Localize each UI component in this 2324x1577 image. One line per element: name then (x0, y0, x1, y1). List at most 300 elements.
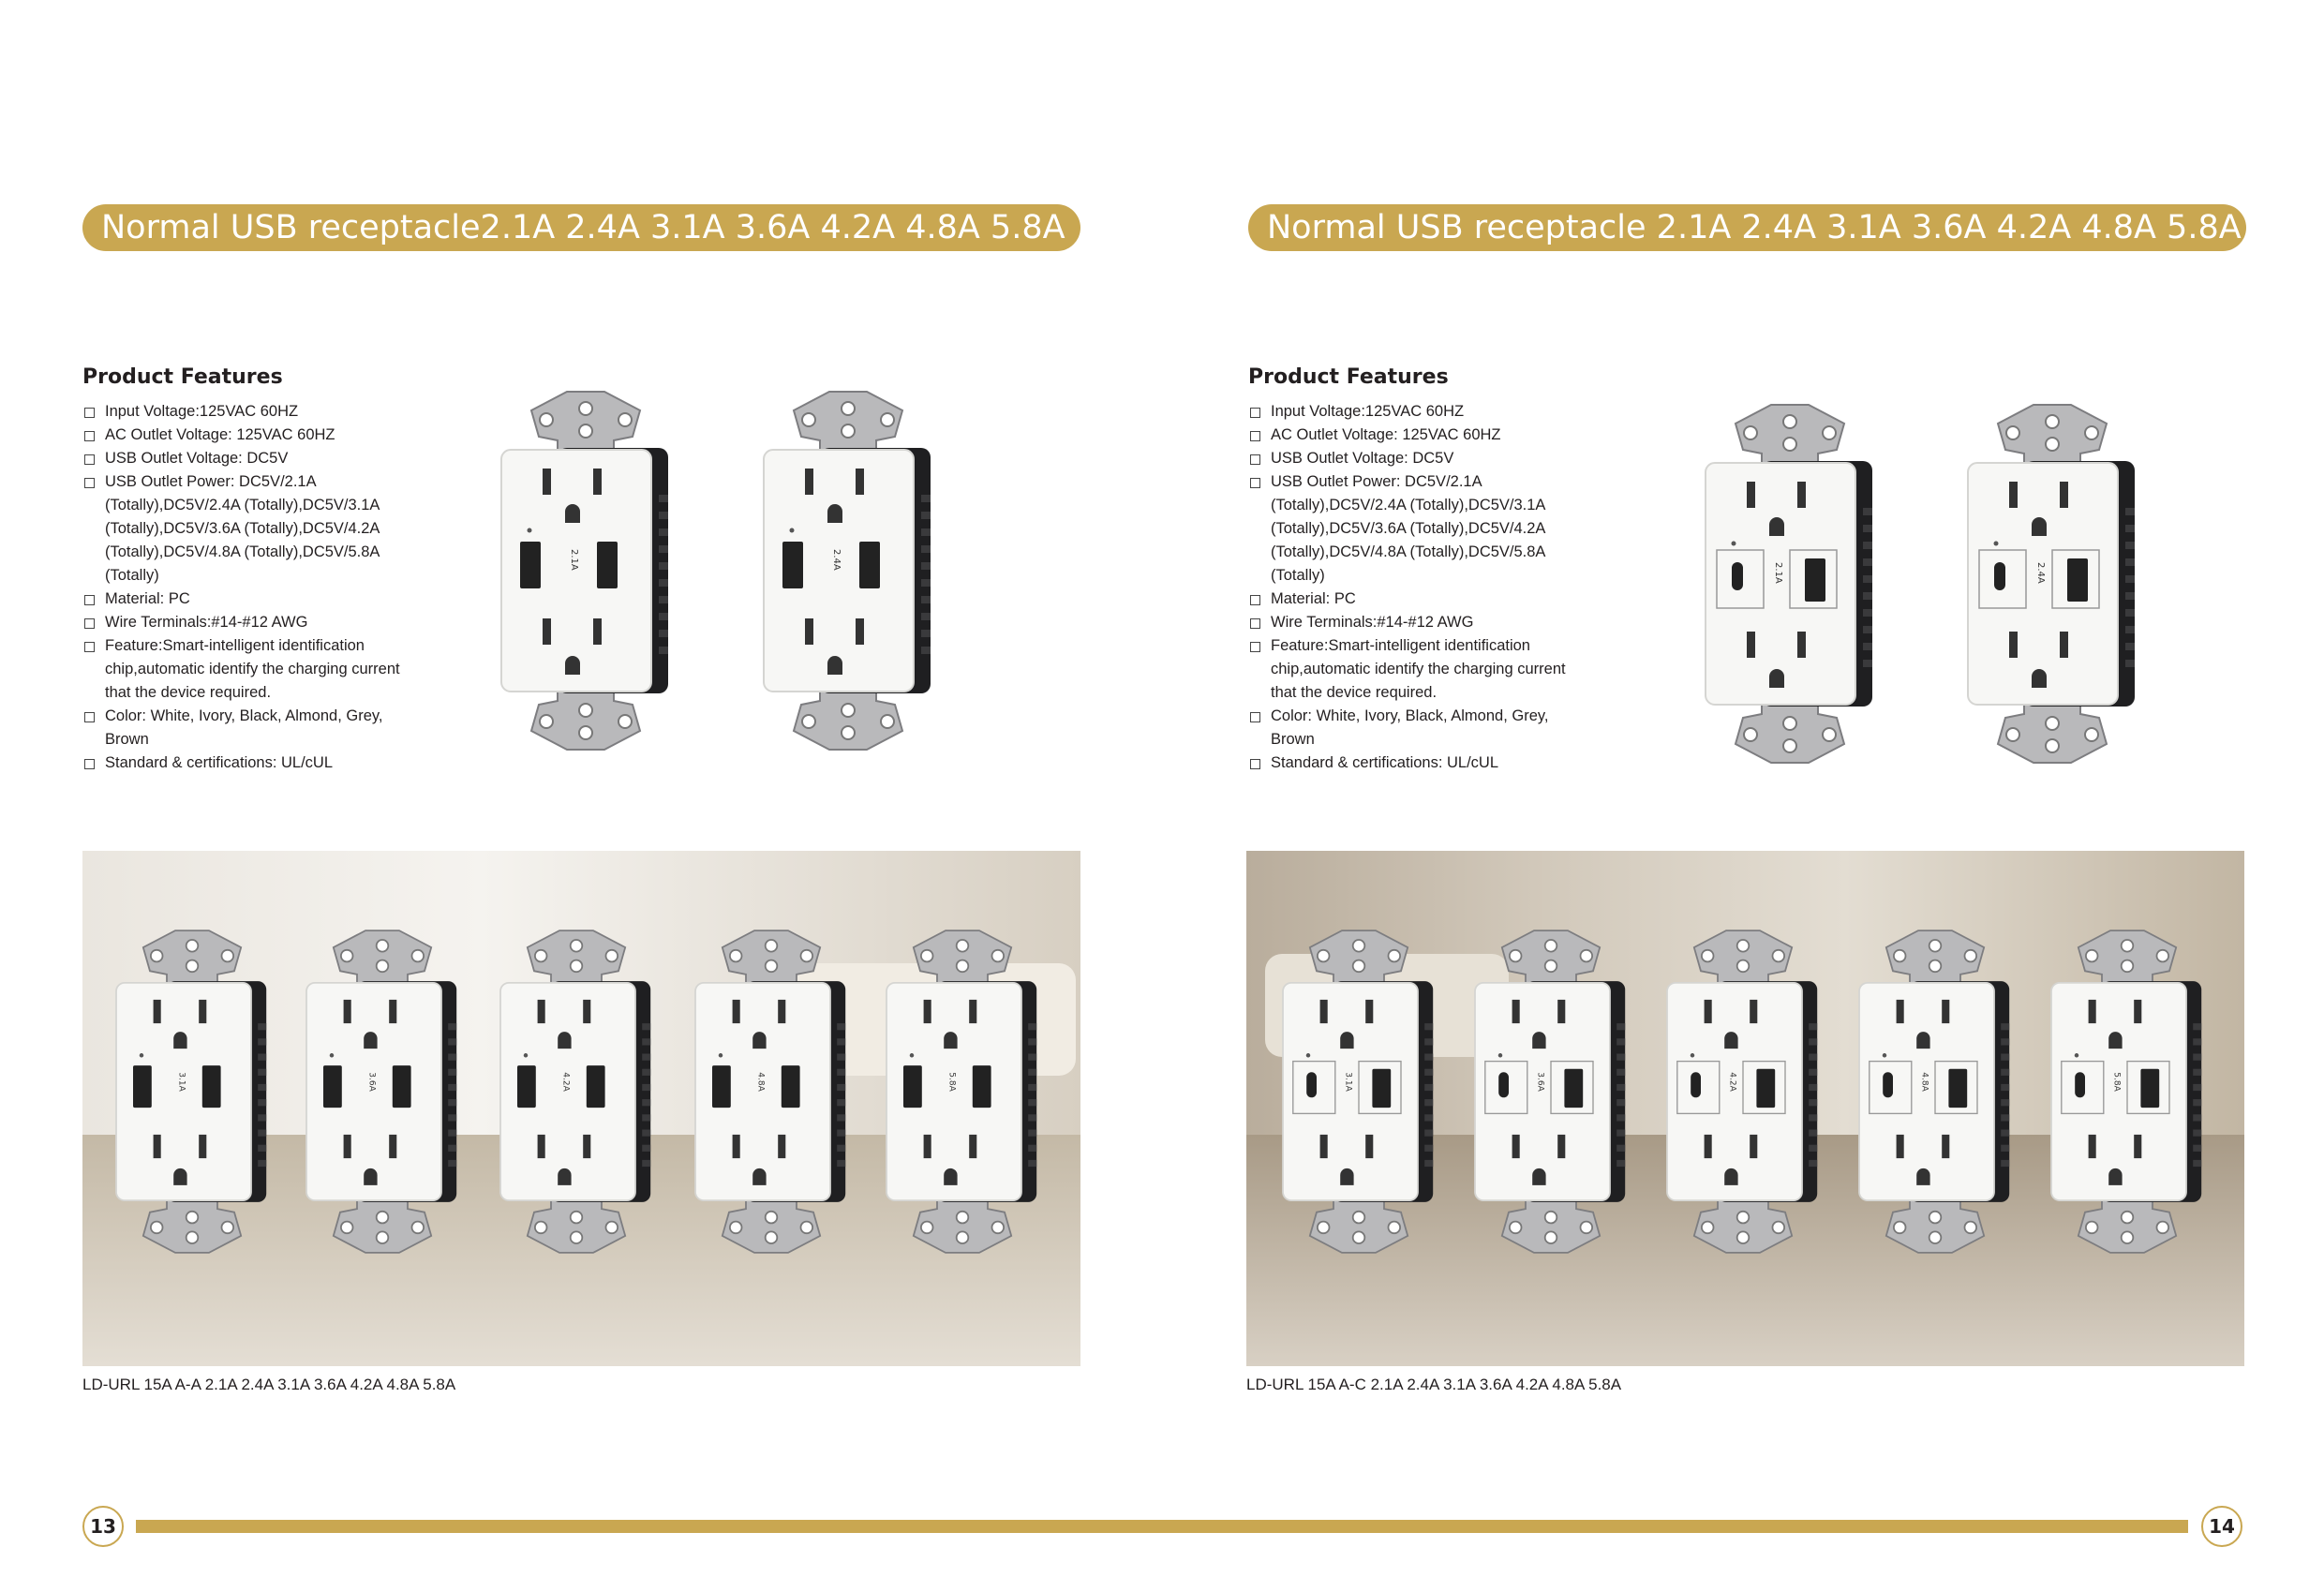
housing-fin (1863, 575, 1872, 583)
receptacle-face (2051, 983, 2186, 1200)
strap-hole (766, 1212, 778, 1224)
housing-fin (1028, 1069, 1036, 1076)
usb-a-port (859, 542, 880, 588)
strap-hole (341, 950, 353, 962)
strap-hole (1823, 728, 1836, 741)
outlet-slot (1705, 1135, 1712, 1158)
strap-hole (921, 950, 933, 962)
housing-fin (837, 1114, 845, 1121)
housing-fin (1863, 558, 1872, 566)
housing-fin (258, 1130, 266, 1137)
strap-hole (2122, 1212, 2134, 1224)
housing-fin (1028, 1054, 1036, 1061)
housing-fin (1424, 1099, 1433, 1106)
receptacle-face (1475, 983, 1610, 1200)
right-caption: LD-URL 15A A-C 2.1A 2.4A 3.1A 3.6A 4.2A 4.8A 5.8A (1246, 1376, 1622, 1393)
strap-hole (842, 402, 855, 415)
usb-a-port (393, 1065, 411, 1108)
ground-hole (1532, 1168, 1545, 1185)
strap-hole (957, 1231, 969, 1243)
housing-fin (921, 512, 931, 519)
housing-fin (659, 528, 668, 536)
strap-hole (412, 1222, 425, 1234)
housing-fin (1028, 1145, 1036, 1152)
photo-receptacle-typec-5-8a (2043, 930, 2212, 1253)
outlet-slot (199, 1135, 206, 1158)
usb-c-port (2075, 1072, 2085, 1097)
strap-hole (1353, 940, 1365, 952)
housing-fin (448, 1145, 456, 1152)
outlet-slot (778, 1135, 785, 1158)
strap-hole (921, 1222, 933, 1234)
housing-fin (1809, 1130, 1817, 1137)
strap-hole (1929, 960, 1942, 973)
strap-hole (842, 704, 855, 717)
housing-fin (1809, 1069, 1817, 1076)
strap-hole (1318, 950, 1330, 962)
housing-fin (921, 579, 931, 587)
top-mounting-strap (1310, 930, 1408, 983)
housing-fin (258, 1023, 266, 1030)
housing-fin (659, 562, 668, 570)
outlet-slot (1320, 1000, 1328, 1023)
outlet-slot (154, 1135, 161, 1158)
strap-hole (222, 1222, 234, 1234)
top-mounting-strap (2078, 930, 2176, 983)
housing-fin (2001, 1038, 2009, 1045)
housing-fin (2125, 643, 2135, 650)
housing-fin (2193, 1145, 2201, 1152)
housing-fin (1809, 1160, 1817, 1167)
strap-hole (1510, 950, 1522, 962)
top-mounting-strap (1736, 405, 1844, 463)
strap-hole (802, 715, 815, 728)
strap-hole (957, 1212, 969, 1224)
strap-hole (1773, 1222, 1785, 1234)
bottom-mounting-strap (143, 1200, 241, 1253)
feature-item: Wire Terminals:#14-#12 AWG (82, 611, 420, 634)
housing-fin (1424, 1145, 1433, 1152)
outlet-slot (1942, 1135, 1949, 1158)
strap-hole (1702, 1222, 1714, 1234)
housing-fin (2193, 1054, 2201, 1061)
ground-hole (827, 656, 842, 675)
housing-fin (1863, 592, 1872, 600)
housing-fin (1424, 1160, 1433, 1167)
indicator-dot (790, 528, 795, 533)
ground-hole (2032, 517, 2047, 536)
housing-fin (1616, 1145, 1625, 1152)
usb-c-port (1994, 562, 2005, 590)
outlet-slot (1365, 1135, 1373, 1158)
outlet-slot (1557, 1000, 1565, 1023)
housing-fin (2193, 1160, 2201, 1167)
housing-fin (2001, 1023, 2009, 1030)
top-mounting-strap (1998, 405, 2107, 463)
top-mounting-strap (1502, 930, 1600, 983)
receptacle-rating-label: 4.8A (755, 1072, 766, 1092)
outlet-slot (154, 1000, 161, 1023)
left-title-banner: Normal USB receptacle2.1A 2.4A 3.1A 3.6A 4.2A 4.8A 5.8A (82, 204, 1080, 251)
outlet-slot (543, 618, 551, 645)
strap-hole (2086, 1222, 2098, 1234)
outlet-slot (583, 1000, 590, 1023)
strap-hole (377, 1212, 389, 1224)
housing-fin (921, 630, 931, 637)
bottom-mounting-strap (1310, 1200, 1408, 1253)
housing-fin (837, 1069, 845, 1076)
receptacle-rating-label: 4.8A (1919, 1072, 1929, 1092)
housing-fin (642, 1054, 650, 1061)
housing-fin (1424, 1023, 1433, 1030)
outlet-slot (1942, 1000, 1949, 1023)
photo-receptacle-3-1a (108, 930, 276, 1253)
outlet-slot (2089, 1135, 2096, 1158)
strap-hole (1965, 1222, 1977, 1234)
housing-fin (2125, 542, 2135, 549)
housing-fin (1809, 1099, 1817, 1106)
outlet-slot (778, 1000, 785, 1023)
housing-fin (448, 1099, 456, 1106)
ground-hole (944, 1032, 957, 1049)
outlet-slot (2060, 632, 2068, 658)
housing-fin (1424, 1069, 1433, 1076)
indicator-dot (524, 1053, 529, 1058)
outlet-slot (1750, 1135, 1757, 1158)
housing-fin (642, 1099, 650, 1106)
strap-hole (1389, 1222, 1401, 1234)
usb-a-port (323, 1065, 342, 1108)
usb-a-port (1948, 1069, 1967, 1108)
ground-hole (1916, 1168, 1929, 1185)
housing-fin (1863, 660, 1872, 667)
strap-hole (881, 413, 894, 426)
usb-a-port (2140, 1069, 2159, 1108)
top-mounting-strap (528, 930, 625, 983)
receptacle-image-typec-2-4a (1959, 405, 2146, 763)
housing-fin (2001, 1054, 2009, 1061)
housing-fin (2193, 1069, 2201, 1076)
usb-a-port (133, 1065, 152, 1108)
strap-hole (1737, 1231, 1750, 1243)
housing-fin (1028, 1038, 1036, 1045)
housing-fin (921, 647, 931, 654)
strap-hole (2157, 1222, 2169, 1234)
feature-item: USB Outlet Voltage: DC5V (1248, 447, 1586, 470)
feature-item: Feature:Smart-intelligent identification chip,automatic identify the charging current that the device required. (1248, 634, 1586, 705)
housing-fin (1809, 1054, 1817, 1061)
outlet-slot (389, 1135, 396, 1158)
housing-fin (1424, 1054, 1433, 1061)
strap-hole (2046, 415, 2059, 428)
housing-fin (2001, 1145, 2009, 1152)
housing-fin (642, 1130, 650, 1137)
photo-receptacle-typec-3-1a (1274, 930, 1443, 1253)
receptacle-rating-label: 2.1A (1773, 562, 1783, 584)
bottom-mounting-strap (914, 1200, 1011, 1253)
outlet-slot (2009, 632, 2018, 658)
housing-fin (2193, 1023, 2201, 1030)
feature-item: Color: White, Ivory, Black, Almond, Grey, Brown (82, 705, 420, 751)
usb-c-port (1498, 1072, 1509, 1097)
ground-hole (364, 1168, 377, 1185)
housing-fin (1028, 1084, 1036, 1091)
housing-fin (1863, 508, 1872, 515)
housing-fin (837, 1038, 845, 1045)
ground-hole (558, 1168, 571, 1185)
ground-hole (173, 1168, 186, 1185)
strap-hole (1353, 1212, 1365, 1224)
housing-fin (642, 1084, 650, 1091)
ground-hole (1340, 1032, 1353, 1049)
housing-fin (1809, 1023, 1817, 1030)
indicator-dot (719, 1053, 723, 1058)
housing-fin (837, 1130, 845, 1137)
receptacle-face (1859, 983, 1994, 1200)
usb-a-port (1756, 1069, 1775, 1108)
housing-fin (2193, 1099, 2201, 1106)
strap-hole (151, 1222, 163, 1234)
strap-hole (1773, 950, 1785, 962)
housing-fin (837, 1160, 845, 1167)
strap-hole (1737, 940, 1750, 952)
strap-hole (1965, 950, 1977, 962)
usb-a-port (903, 1065, 922, 1108)
strap-hole (1389, 950, 1401, 962)
outlet-slot (1747, 632, 1755, 658)
housing-fin (1028, 1023, 1036, 1030)
strap-hole (606, 950, 618, 962)
strap-hole (1353, 1231, 1365, 1243)
outlet-slot (2009, 482, 2018, 508)
strap-hole (801, 1222, 813, 1234)
outlet-slot (1747, 482, 1755, 508)
outlet-slot (2134, 1135, 2141, 1158)
outlet-slot (1320, 1135, 1328, 1158)
strap-hole (1744, 728, 1757, 741)
outlet-slot (805, 618, 813, 645)
strap-hole (571, 960, 583, 973)
strap-hole (186, 960, 199, 973)
ground-hole (1769, 517, 1784, 536)
strap-hole (151, 950, 163, 962)
strap-hole (1545, 960, 1557, 973)
top-mounting-strap (914, 930, 1011, 983)
housing-fin (2125, 508, 2135, 515)
ground-hole (827, 504, 842, 523)
outlet-slot (1512, 1135, 1520, 1158)
ground-hole (1916, 1032, 1929, 1049)
receptacle-rating-label: 2.4A (831, 549, 842, 571)
right-feature-list (1248, 400, 1586, 775)
housing-fin (642, 1069, 650, 1076)
indicator-dot (528, 528, 532, 533)
outlet-slot (733, 1135, 740, 1158)
bottom-mounting-strap (531, 692, 640, 750)
usb-a-port (1564, 1069, 1583, 1108)
housing-fin (1616, 1069, 1625, 1076)
housing-fin (258, 1160, 266, 1167)
receptacle-rating-label: 3.6A (1535, 1072, 1545, 1092)
usb-a-port (520, 542, 541, 588)
page-number-right: 14 (2201, 1506, 2242, 1547)
housing-fin (2001, 1069, 2009, 1076)
housing-fin (1863, 626, 1872, 633)
ground-hole (2108, 1032, 2122, 1049)
housing-fin (1616, 1054, 1625, 1061)
strap-hole (1545, 1212, 1557, 1224)
ground-hole (752, 1032, 766, 1049)
housing-fin (2125, 592, 2135, 600)
indicator-dot (1306, 1053, 1311, 1058)
housing-fin (2193, 1084, 2201, 1091)
outlet-slot (344, 1135, 351, 1158)
strap-hole (992, 950, 1005, 962)
indicator-dot (1994, 542, 1999, 546)
strap-hole (881, 715, 894, 728)
housing-fin (642, 1038, 650, 1045)
ground-hole (2032, 669, 2047, 688)
housing-fin (921, 562, 931, 570)
housing-fin (1863, 643, 1872, 650)
strap-hole (1783, 415, 1796, 428)
strap-hole (377, 940, 389, 952)
left-feature-list (82, 400, 420, 775)
usb-a-port (597, 542, 618, 588)
housing-fin (2125, 609, 2135, 617)
housing-fin (659, 579, 668, 587)
strap-hole (1318, 1222, 1330, 1234)
housing-fin (837, 1023, 845, 1030)
housing-fin (1028, 1099, 1036, 1106)
strap-hole (571, 940, 583, 952)
housing-fin (1863, 542, 1872, 549)
strap-hole (2046, 438, 2059, 451)
bottom-mounting-strap (1736, 705, 1844, 763)
housing-fin (258, 1084, 266, 1091)
strap-hole (802, 413, 815, 426)
strap-hole (1783, 717, 1796, 730)
strap-hole (2046, 717, 2059, 730)
ground-hole (558, 1032, 571, 1049)
housing-fin (2125, 525, 2135, 532)
outlet-slot (969, 1000, 976, 1023)
receptacle-rating-label: 4.2A (1727, 1072, 1737, 1092)
usb-a-port (517, 1065, 536, 1108)
housing-fin (1616, 1099, 1625, 1106)
bottom-mounting-strap (723, 1200, 820, 1253)
strap-hole (1783, 739, 1796, 752)
housing-fin (2193, 1130, 2201, 1137)
bottom-mounting-strap (334, 1200, 431, 1253)
outlet-slot (538, 1135, 545, 1158)
strap-hole (842, 726, 855, 739)
housing-fin (2193, 1114, 2201, 1121)
bottom-mounting-strap (1694, 1200, 1792, 1253)
ground-hole (1769, 669, 1784, 688)
indicator-dot (1732, 542, 1736, 546)
left-caption: LD-URL 15A A-A 2.1A 2.4A 3.1A 3.6A 4.2A 4.8A 5.8A (82, 1376, 456, 1393)
outlet-slot (856, 618, 864, 645)
receptacle-rating-label: 2.4A (2035, 562, 2046, 584)
bottom-mounting-strap (2078, 1200, 2176, 1253)
outlet-slot (1897, 1000, 1904, 1023)
receptacle-image-typec-2-1a (1696, 405, 1884, 763)
usb-a-port (712, 1065, 731, 1108)
strap-hole (412, 950, 425, 962)
outlet-slot (538, 1000, 545, 1023)
strap-hole (1744, 426, 1757, 439)
strap-hole (992, 1222, 1005, 1234)
outlet-slot (969, 1135, 976, 1158)
receptacle-rating-label: 3.1A (1343, 1072, 1353, 1092)
usb-c-port (1306, 1072, 1317, 1097)
top-mounting-strap (723, 930, 820, 983)
housing-fin (448, 1038, 456, 1045)
feature-item: Color: White, Ivory, Black, Almond, Grey, Brown (1248, 705, 1586, 751)
indicator-dot (140, 1053, 144, 1058)
strap-hole (341, 1222, 353, 1234)
feature-item: Material: PC (82, 588, 420, 611)
housing-fin (258, 1114, 266, 1121)
usb-a-port (202, 1065, 221, 1108)
ground-hole (565, 656, 580, 675)
strap-hole (957, 940, 969, 952)
housing-fin (921, 596, 931, 603)
housing-fin (1863, 609, 1872, 617)
housing-fin (921, 613, 931, 620)
strap-hole (730, 950, 742, 962)
housing-fin (1863, 525, 1872, 532)
usb-a-port (782, 1065, 800, 1108)
photo-receptacle-typec-4-2a (1659, 930, 1827, 1253)
ground-hole (1340, 1168, 1353, 1185)
ground-hole (364, 1032, 377, 1049)
outlet-slot (1797, 632, 1806, 658)
left-features-title: Product Features (82, 365, 283, 389)
photo-receptacle-4-8a (687, 930, 856, 1253)
strap-hole (1929, 1231, 1942, 1243)
housing-fin (258, 1099, 266, 1106)
strap-hole (1783, 438, 1796, 451)
housing-fin (448, 1114, 456, 1121)
strap-hole (535, 950, 547, 962)
indicator-dot (2075, 1053, 2079, 1058)
top-mounting-strap (1886, 930, 1984, 983)
housing-fin (1616, 1023, 1625, 1030)
strap-hole (1737, 960, 1750, 973)
housing-fin (659, 545, 668, 553)
feature-item: USB Outlet Voltage: DC5V (82, 447, 420, 470)
outlet-slot (805, 469, 813, 495)
usb-a-port (1805, 558, 1825, 602)
strap-hole (2122, 940, 2134, 952)
strap-hole (1702, 950, 1714, 962)
housing-fin (837, 1084, 845, 1091)
bottom-mounting-strap (1998, 705, 2107, 763)
housing-fin (921, 528, 931, 536)
housing-fin (2193, 1038, 2201, 1045)
strap-hole (801, 950, 813, 962)
housing-fin (448, 1069, 456, 1076)
usb-a-port (1372, 1069, 1391, 1108)
outlet-slot (924, 1135, 931, 1158)
housing-fin (2125, 660, 2135, 667)
outlet-slot (856, 469, 864, 495)
right-features-title: Product Features (1248, 365, 1449, 389)
receptacle-rating-label: 5.8A (946, 1072, 957, 1092)
receptacle-rating-label: 4.2A (560, 1072, 571, 1092)
